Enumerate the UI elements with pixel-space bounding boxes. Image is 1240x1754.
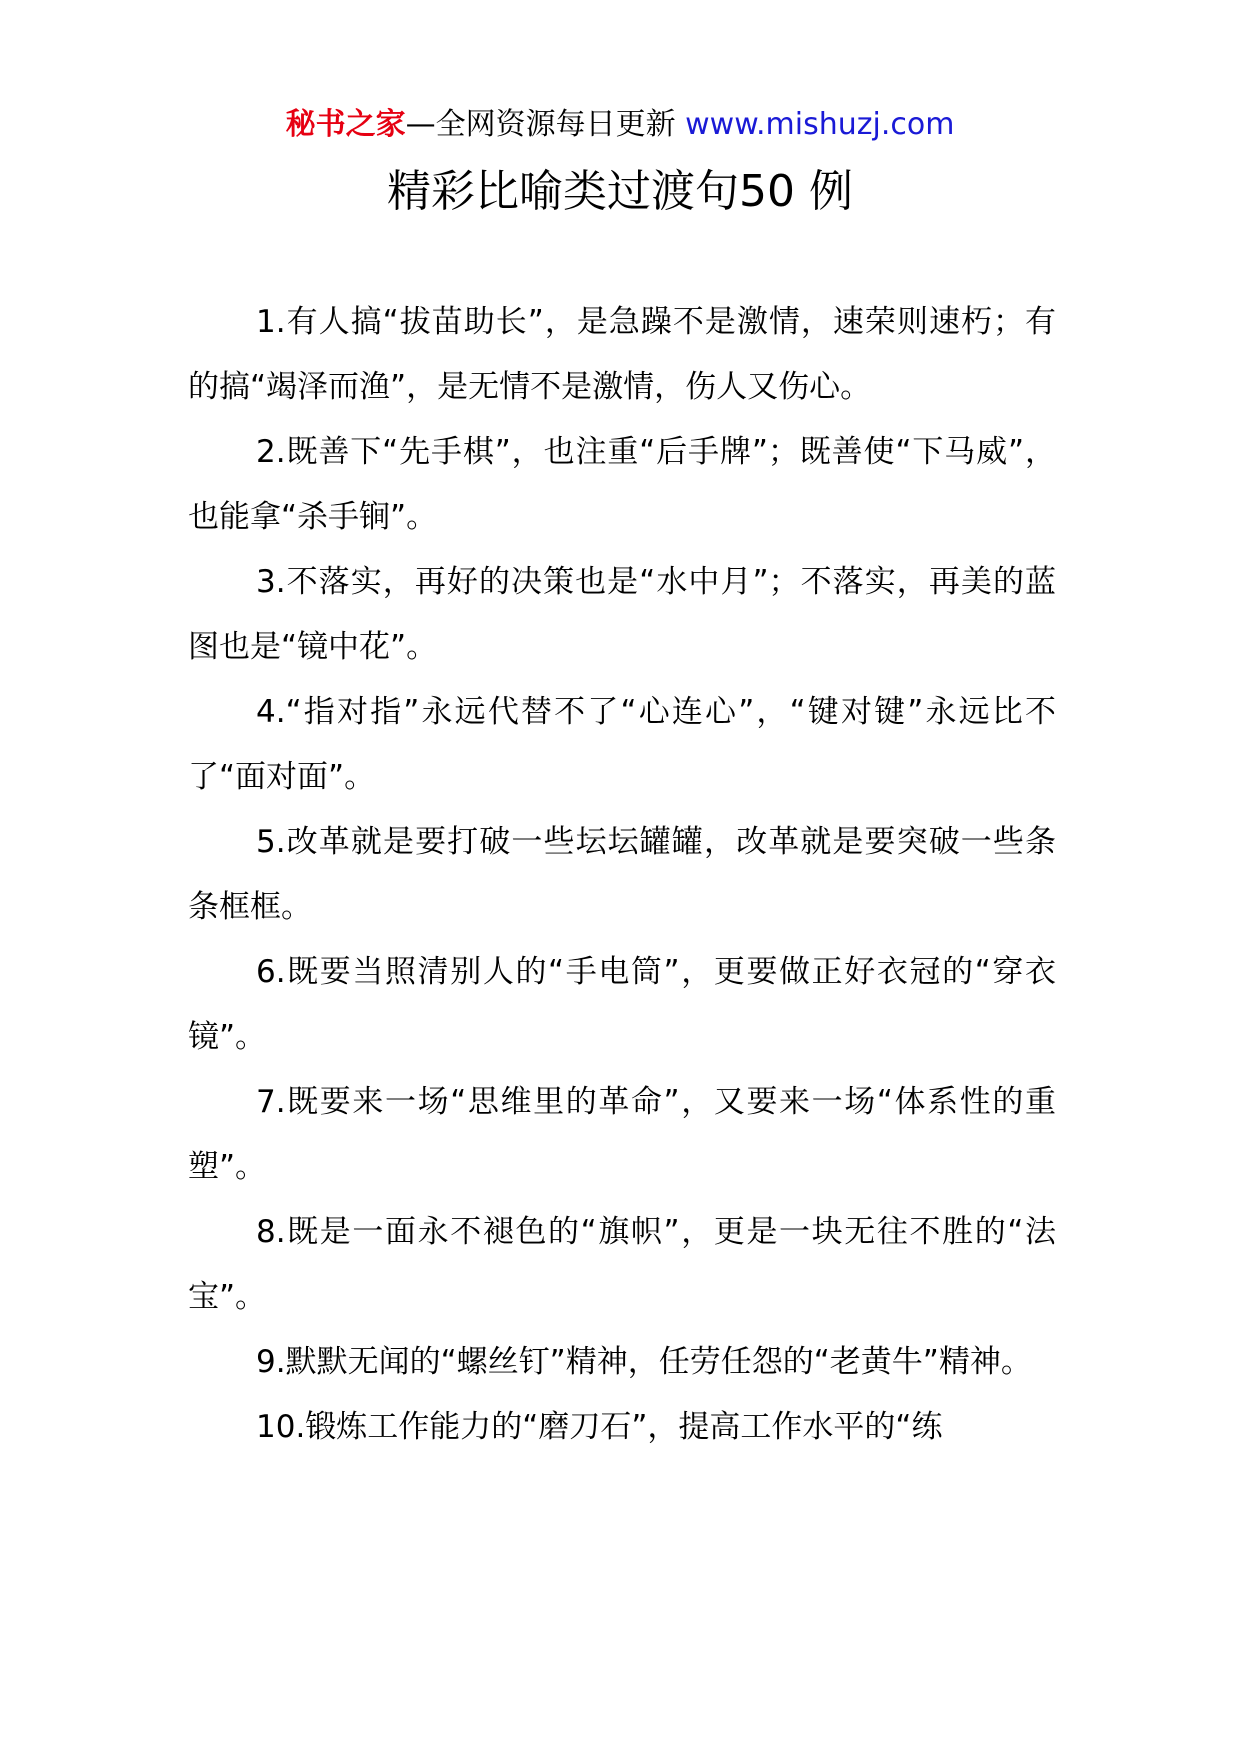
paragraph-1: 1.有人搞“拔苗助长”，是急躁不是激情，速荣则速朽；有的搞“竭泽而渔”，是无情不是激情，伤人又伤心。 [188, 304, 1056, 405]
paragraph-2: 2.既善下“先手棋”，也注重“后手牌”；既善使“下马威”，也能拿“杀手锏”。 [188, 434, 1056, 535]
document-title: 精彩比喻类过渡句50 例 [387, 166, 853, 217]
paragraph-3: 3.不落实，再好的决策也是“水中月”；不落实，再美的蓝图也是“镜中花”。 [188, 564, 1056, 665]
paragraph-10: 10.锻炼工作能力的“磨刀石”，提高工作水平的“练 [256, 1409, 943, 1445]
site-header [0, 100, 1240, 150]
document-body [188, 290, 1056, 1460]
paragraph-8: 8.既是一面永不褪色的“旗帜”，更是一块无往不胜的“法宝”。 [188, 1214, 1056, 1315]
site-url-link[interactable]: www.mishuzj.com [685, 107, 955, 142]
paragraph-5: 5.改革就是要打破一些坛坛罐罐，改革就是要突破一些条条框框。 [188, 824, 1056, 925]
paragraph-4: 4.“指对指”永远代替不了“心连心”，“键对键”永远比不了“面对面”。 [188, 694, 1056, 795]
paragraph-7: 7.既要来一场“思维里的革命”，又要来一场“体系性的重塑”。 [188, 1084, 1056, 1185]
paragraph-6: 6.既要当照清别人的“手电筒”，更要做正好衣冠的“穿衣镜”。 [188, 954, 1056, 1055]
header-tagline: —全网资源每日更新 [405, 107, 686, 142]
paragraph-9: 9.默默无闻的“螺丝钉”精神，任劳任怨的“老黄牛”精神。 [256, 1344, 1032, 1380]
brand-name: 秘书之家 [285, 107, 406, 142]
